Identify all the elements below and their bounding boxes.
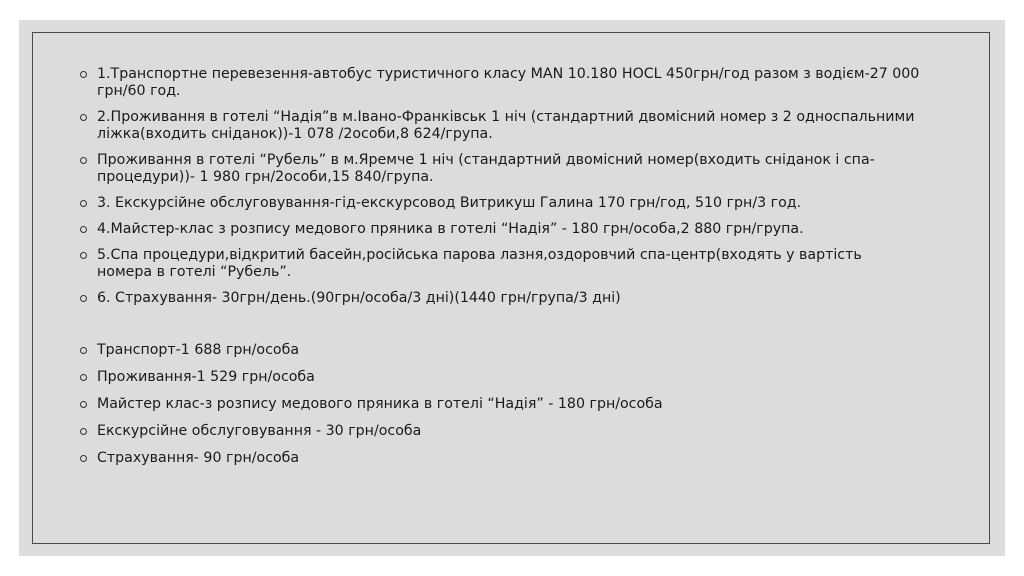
bullet-icon: [80, 401, 87, 408]
list-item-text: 5.Спа процедури,відкритий басейн,російська парова лазня,оздоровчий спа-центр(входять у вартість номера в готелі “Рубель”.: [97, 247, 862, 280]
summary-item: [80, 369, 920, 386]
list-item: [80, 221, 920, 238]
summary-item: [80, 342, 920, 359]
summary-item-text: Транспорт-1 688 грн/особа: [97, 342, 300, 358]
bullet-icon: [80, 157, 87, 164]
cost-items-list: [80, 66, 920, 307]
summary-list: [80, 342, 920, 467]
list-item-text: 6. Страхування- 30грн/день.(90грн/особа/3 дні)(1440 грн/група/3 дні): [97, 290, 621, 306]
bullet-icon: [80, 295, 87, 302]
summary-item-text: Майстер клас-з розпису медового пряника в готелі “Надія” - 180 грн/особа: [97, 396, 663, 412]
list-item: [80, 247, 920, 281]
summary-item-text: Страхування- 90 грн/особа: [97, 450, 300, 466]
list-item: [80, 109, 920, 143]
bullet-icon: [80, 252, 87, 259]
list-item-text: 4.Майстер-клас з розпису медового пряника в готелі “Надія” - 180 грн/особа,2 880 грн/група.: [97, 221, 804, 237]
list-item: [80, 290, 920, 307]
summary-item: [80, 450, 920, 467]
bullet-icon: [80, 200, 87, 207]
summary-item: [80, 423, 920, 440]
bullet-icon: [80, 374, 87, 381]
slide-content: [80, 66, 920, 477]
list-item-text: 1.Транспортне перевезення-автобус туристичного класу MAN 10.180 HOCL 450грн/год разом з водієм-27 000 грн/60 год.: [97, 66, 920, 99]
bullet-icon: [80, 114, 87, 121]
bullet-icon: [80, 347, 87, 354]
bullet-icon: [80, 455, 87, 462]
list-item-text: 3. Екскурсійне обслуговування-гід-екскурсовод Витрикуш Галина 170 грн/год, 510 грн/3 год.: [97, 195, 802, 211]
summary-item-text: Екскурсійне обслуговування - 30 грн/особа: [97, 423, 422, 439]
bullet-icon: [80, 71, 87, 78]
list-item: [80, 195, 920, 212]
list-item-text: Проживання в готелі “Рубель” в м.Яремче 1 ніч (стандартний двомісний номер(входить сніданок і спа-процедури))- 1 980 грн/2особи,15 840/група.: [97, 152, 875, 185]
spacer: [80, 316, 920, 342]
list-item-text: 2.Проживання в готелі “Надія”в м.Івано-Франківськ 1 ніч (стандартний двомісний номер з 2 односпальними ліжка(входить сніданок))-1 078 /2особи,8 624/група.: [97, 109, 915, 142]
bullet-icon: [80, 226, 87, 233]
bullet-icon: [80, 428, 87, 435]
summary-item: [80, 396, 920, 413]
summary-item-text: Проживання-1 529 грн/особа: [97, 369, 315, 385]
list-item: [80, 66, 920, 100]
list-item: [80, 152, 920, 186]
